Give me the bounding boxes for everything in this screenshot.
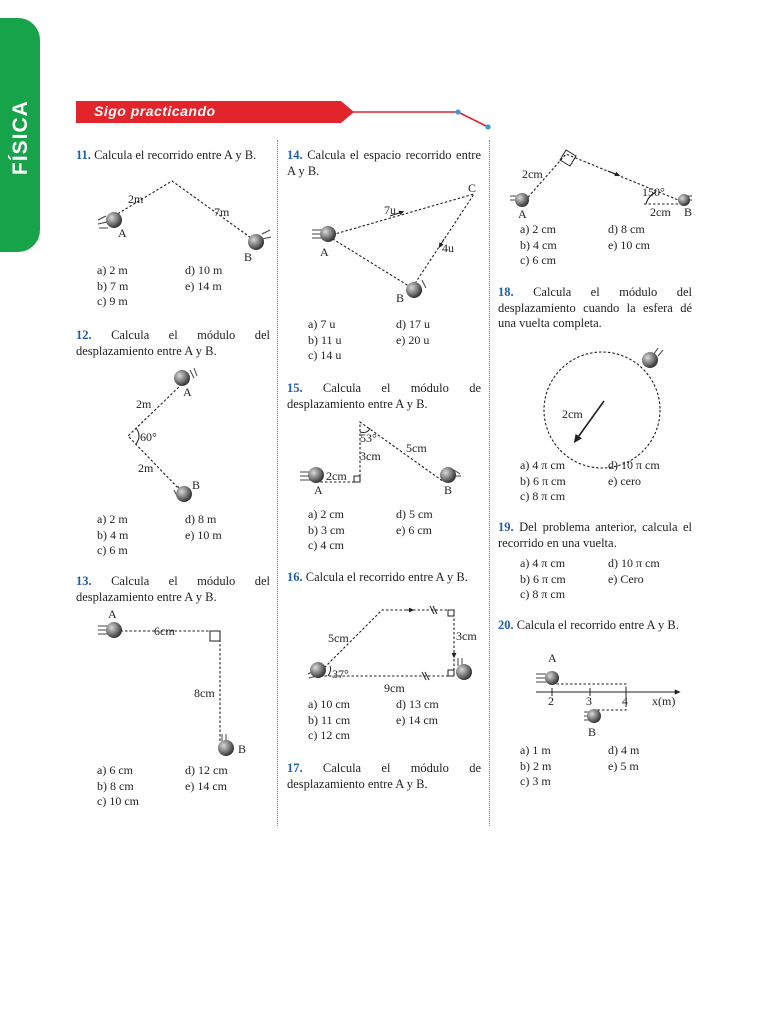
- question-12-options: a) 2 m d) 8 m b) 4 m e) 10 m c) 6 m: [97, 512, 222, 558]
- question-15: 15. Calcula el módulo de desplazamiento entre A y B.: [287, 381, 481, 411]
- sphere-icon: [248, 230, 271, 250]
- sphere-icon: [642, 348, 663, 368]
- svg-text:150°: 150°: [642, 185, 665, 199]
- svg-text:B: B: [684, 205, 693, 219]
- svg-text:2m: 2m: [138, 461, 154, 475]
- svg-text:A: A: [183, 385, 192, 399]
- question-16: 16. Calcula el recorrido entre A y B.: [287, 570, 468, 584]
- svg-text:3: 3: [586, 694, 592, 708]
- svg-text:5cm: 5cm: [328, 631, 349, 645]
- question-14-figure: [310, 180, 490, 310]
- sphere-icon: [300, 467, 324, 483]
- svg-text:B: B: [588, 725, 597, 739]
- banner-decoration: [350, 104, 500, 134]
- question-18: 18. Calcula el módulo del desplazamiento cuando la esfera dé una vuelta completa.: [498, 285, 693, 330]
- svg-text:37°: 37°: [332, 667, 349, 681]
- svg-text:C: C: [468, 181, 477, 195]
- question-11-figure: [96, 176, 271, 268]
- sphere-icon: [218, 734, 234, 756]
- sphere-icon: [456, 658, 472, 680]
- question-13: 13. Calcula el módulo del desplazamiento entre A y B.: [76, 574, 271, 604]
- question-17: 17. Calcula el módulo de desplazamiento entre A y B.: [287, 761, 481, 791]
- question-16-figure: [306, 604, 478, 696]
- question-14: 14. Calcula el espacio recorrido entre A y B.: [287, 148, 482, 178]
- sphere-icon: [312, 226, 336, 242]
- svg-text:2m: 2m: [128, 192, 144, 206]
- column-divider: [277, 140, 278, 826]
- question-12-figure: [120, 364, 230, 508]
- svg-text:7u: 7u: [384, 203, 396, 217]
- question-12: 12. Calcula el módulo del desplazamiento entre A y B.: [76, 328, 271, 358]
- svg-text:2m: 2m: [136, 397, 152, 411]
- svg-text:2cm: 2cm: [562, 407, 583, 421]
- sphere-icon: [536, 671, 559, 685]
- svg-text:x(m): x(m): [652, 694, 676, 708]
- svg-text:8cm: 8cm: [194, 686, 215, 700]
- svg-text:4: 4: [622, 694, 628, 708]
- svg-text:A: A: [518, 207, 527, 221]
- sphere-icon: [584, 709, 601, 723]
- subject-label: FÍSICA: [9, 100, 32, 175]
- question-15-figure: [298, 418, 468, 502]
- sphere-icon: [308, 662, 326, 678]
- svg-text:B: B: [238, 742, 247, 756]
- svg-text:A: A: [108, 607, 117, 621]
- question-13-options: a) 6 cm d) 12 cm b) 8 cm e) 14 cm c) 10 cm: [97, 763, 228, 809]
- question-20-figure: [528, 648, 688, 740]
- sphere-icon: [174, 368, 197, 386]
- sphere-icon: [98, 622, 122, 638]
- svg-text:A: A: [548, 651, 557, 665]
- sphere-icon: [174, 486, 192, 502]
- svg-text:60°: 60°: [140, 430, 157, 444]
- svg-text:A: A: [314, 483, 323, 497]
- question-16-options: a) 10 cm d) 13 cm b) 11 cm e) 14 cm c) 12 cm: [308, 697, 439, 743]
- question-11-options: a) 2 m d) 10 m b) 7 m e) 14 m c) 9 m: [97, 263, 223, 309]
- question-20: 20. Calcula el recorrido entre A y B.: [498, 618, 679, 632]
- svg-text:5cm: 5cm: [406, 441, 427, 455]
- svg-text:6cm: 6cm: [154, 624, 175, 638]
- svg-text:3cm: 3cm: [360, 449, 381, 463]
- svg-text:9cm: 9cm: [384, 681, 405, 695]
- question-17-options: a) 2 cm d) 8 cm b) 4 cm e) 10 cm c) 6 cm: [520, 222, 650, 268]
- svg-text:B: B: [396, 291, 405, 305]
- svg-text:2cm: 2cm: [522, 167, 543, 181]
- section-title: Sigo practicando: [94, 103, 216, 119]
- svg-text:A: A: [320, 245, 329, 259]
- sphere-icon: [440, 467, 461, 483]
- svg-text:2cm: 2cm: [326, 469, 347, 483]
- question-19: 19. Del problema anterior, calcula el recorrido en una vuelta.: [498, 520, 693, 550]
- question-19-options: a) 4 π cm d) 10 π cm b) 6 π cm e) Cero c) 8 π cm: [520, 556, 660, 602]
- svg-text:A: A: [118, 226, 127, 240]
- question-15-options: a) 2 cm d) 5 cm b) 3 cm e) 6 cm c) 4 cm: [308, 507, 433, 553]
- svg-text:B: B: [444, 483, 453, 497]
- question-18-figure: [540, 346, 670, 462]
- question-18-options: a) 4 π cm d) 10 π cm b) 6 π cm e) cero c) 8 π cm: [520, 458, 660, 504]
- sphere-icon: [406, 280, 426, 298]
- svg-text:2: 2: [548, 694, 554, 708]
- question-20-options: a) 1 m d) 4 m b) 2 m e) 5 m c) 3 m: [520, 743, 640, 789]
- svg-text:B: B: [192, 478, 201, 492]
- question-11: 11. Calcula el recorrido entre A y B.: [76, 148, 257, 162]
- question-14-options: a) 7 u d) 17 u b) 11 u e) 20 u c) 14 u: [308, 317, 430, 363]
- svg-text:3cm: 3cm: [456, 629, 477, 643]
- question-17-figure: [508, 148, 698, 224]
- svg-text:2cm: 2cm: [650, 205, 671, 219]
- svg-text:B: B: [244, 250, 253, 264]
- question-13-figure: [96, 606, 256, 762]
- sphere-icon: [510, 193, 529, 207]
- svg-text:7m: 7m: [214, 205, 230, 219]
- svg-text:53°: 53°: [360, 431, 377, 445]
- svg-text:4u: 4u: [442, 241, 454, 255]
